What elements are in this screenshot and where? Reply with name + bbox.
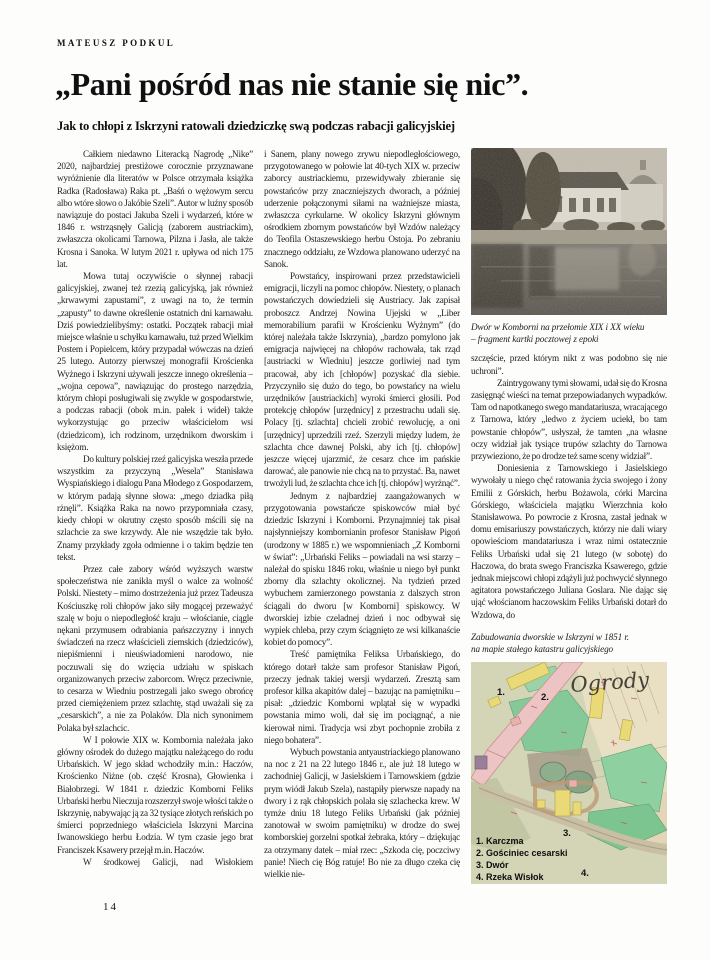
paragraph: Wybuch powstania antyaustriackiego planowano na noc z 21 na 22 lutego 1846 r., ale już 18 lutego w zachodniej Galicji, w Jasielskiem i Tarnowskiem (gdzie prym wiódł Jakub Szela), nastąpiły pierwsze napady na dwory i z rąk chłopskich polała się szlachecka krew. W tymże dniu 18 lutego Feliks Urbański (jak później zanotował w swoim pamiętniku) w drodze do swej komborskiej gorzelni spotkał żebraka, który – dziękując za otrzymany datek – miał rzec: „Szkoda cię, poczciwy panie! Niech cię Bóg ratuje! Bo nie za długo czeka cię wielkie nie- <box>264 746 460 879</box>
map-caption <box>471 631 667 655</box>
map-marker-1: 1. <box>497 687 505 699</box>
page-number: 14 <box>103 901 118 913</box>
photo-caption <box>471 321 667 345</box>
map-legend-item-2: 2. Gościniec cesarski <box>476 848 568 859</box>
map-legend-item-4: 4. Rzeka Wisłok <box>476 872 544 883</box>
article-body <box>57 148 668 895</box>
cadastral-map-image <box>471 662 667 884</box>
map-marker-4: 4. <box>581 868 589 880</box>
map-marker-3: 3. <box>563 828 571 840</box>
manor-photo <box>471 148 667 315</box>
paragraph: Mowa tutaj oczywiście o słynnej rabacji galicyjskiej, zwanej też rzezią galicyjską, jak również „krwawymi zapustami”, z uwagi na to, że termin „zapusty” to dawne określenie ostatnich dni karnawału. Dziś powiedzielibyśmy: ostatki. Początek rabacji miał miejsce właśnie u schyłku karnawału, tuż przed Wielkim Postem i Popielcem, który przypadał wówczas na dzień 25 lutego. Autorzy pierwszej monografii Krościenka Wyżnego i Iskrzyni używali jeszcze innego określenia – „wojna cepowa”, nawiązując do prostego narzędzia, którym chłopi posługiwali się zwykle w gospodarstwie, a podczas rabacji (obok m.in. pałek i wideł) także wykorzystując go przeciw właścicielom wsi (dziedzicom), ich rodzinom, urzędnikom dworskim i księżom. <box>57 271 253 452</box>
paragraph: Doniesienia z Tarnowskiego i Jasielskiego wywołały u niego chęć ratowania życia swojego i żony Emilii z Górskich, herbu Bożawola, córki Marcina Górskiego, właściciela majątku Wierzchnia koło Stanisławowa. Po powrocie z Krosna, zastał jednak w domu emisariuszy powstańczych, którzy nie dali wiary opowieściom mandatariusza i wraz nimi ostatecznie Feliks Urbański udał się 21 lutego (w sobotę) do Haczowa, do brata swego Franciszka Ksawerego, gdzie jednak miejscowi chłopi zdążyli już pochwycić słynnego agitatora powstańczego Juliana Goslara. Nie dając się ująć włościanom haczowskim Feliks Urbański dotarł do Wzdowa, do <box>471 463 667 620</box>
paragraph: Jednym z najbardziej zaangażowanych w przygotowania powstańcze spiskowców miał być dziedzic Iskrzyni i Komborni. Przynajmniej tak pisał najsłynniejszy kombornianin profesor Stanisław Pigoń (urodzony w 1885 r.) we wspomnieniach „Z Komborni w świat”: „Urbański Feliks – powiadali na wsi starzy – należał do spisku 1846 roku, właśnie u niego był punkt zborny dla szlachty okolicznej. Na tydzień przed wybuchem zamierzonego powstania z dalszych stron ściągali do dworu [w Komborni] spiskowcy. W dworskiej izbie czeladnej dzień i noc odbywał się wypiek chleba, przy czym ściągnięto ze wsi kilkanaście kobiet do pomocy”. <box>264 490 460 648</box>
paragraph: Zaintrygowany tymi słowami, udał się do Krosna zasięgnąć wieści na temat przepowiadanych wypadków. Tam od napotkanego swego mandatariusza, wracającego z Tarnowa, który „ledwo z życiem uciekł, bo tam powstanie chłopów”, usłyszał, że tamten „na własne oczy widział jak tysiące trupów szlachty do Tarnowa przywieziono, że po drodze też same sceny widział”. <box>471 377 667 462</box>
map-legend-item-1: 1. Karczma <box>476 836 524 847</box>
paragraph-continuation: i Sanem, plany nowego zrywu niepodległościowego, przygotowanego w połowie lat 40-tych XIX w. przeciw zaborcy austriackiemu, przewidywały zbieranie się powstańców przy znaczniejszych dworach, a później uderzenie połączonymi siłami na ważniejsze miasta, zwłaszcza cyrkularne. W okolicy Iskrzyni głównym ośrodkiem zbornym powstańców był Wzdów należący do Teofila Ostaszewskiego herbu Ostoja. Po zebraniu znacznego oddziału, ze Wzdowa planowano uderzyć na Sanok. <box>264 149 460 269</box>
paragraph: W środkowej Galicji, nad Wisłokiem <box>83 856 253 867</box>
paragraph: Do kultury polskiej rzeź galicyjska weszła przede wszystkim za przyczyną „Wesela” Stanisława Wyspiańskiego i dialogu Pana Młodego z Gospodarzem, w którym padają słynne słowa: „mego dziadka piłą rżnęli”. Książka Raka na nowo przypomniała czasy, kiedy chłopi w okrutny często sposób mścili się na szlachcie za swe krzywdy. Ale nie wszędzie tak było. Znamy przykłady zgoła odmienne i o takim będzie ten tekst. <box>57 454 253 562</box>
paragraph-continuation: szczęście, przed którym nikt z was podobno się nie uchroni”. <box>471 353 667 376</box>
photo-caption-line2: – fragment kartki pocztowej z epoki <box>471 334 599 345</box>
column-3 <box>471 148 667 895</box>
paragraph: Treść pamiętnika Feliksa Urbańskiego, do którego dotarł także sam profesor Stanisław Pigoń, przeczy jednak takiej wersji wydarzeń. Zresztą sam profesor kilka akapitów dalej – bazując na pamiętniku – pisał: „dziedzic Komborni wplątał się w wypadki powstania mimo woli, dał się im pociągnąć, a nie kierował nimi. Tradycja wsi zbyt pochopnie zrobiła z niego bohatera”. <box>264 649 460 745</box>
map-marker-2: 2. <box>541 692 549 704</box>
map-legend-item-3: 3. Dwór <box>476 860 509 871</box>
photo-caption-line1: Dwór w Komborni na przełomie XIX i XX wieku <box>471 322 645 332</box>
paragraph: Przez całe zabory wśród wyższych warstw społeczeństwa nie zanikła myśl o walce za wolność Polski. Niestety – mimo dostrzeżenia już przez Tadeusza Kościuszkę roli chłopów jako siły mogącej przeważyć szalę w boju o niepodległość kraju – włościanie, ciągle nękani przymusem odrabiania pańszczyzny i innych świadczeń na rzecz właścicieli ziemskich (dziedziców), niepiśmienni i nieuświadomieni narodowo, nie poczuwali się do wzięcia udziału w spiskach organizowanych przeciw zaborcom. Wręcz przeciwnie, to cesarza w Wiedniu postrzegali jako swego obrońcę przed ciemiężeniem przez szlachtę, stąd uważali się za „cesarskich”, a nie za Polaków. Dla nich synonimem Polaka był szlachcic. <box>57 563 253 733</box>
paragraph: Powstańcy, inspirowani przez przedstawicieli emigracji, liczyli na pomoc chłopów. Niestety, o planach powstańczych dowiedzieli się Austriacy. Jak zapisał proboszcz Andrzej Nowina Ujejski w „Liber memorabilium parafii w Krościenku Wyżnym” (do której należała także Iskrzynia), „bardzo pomylono jak emigracja najwięcej na chłopów rachowała, tak rząd [austriacki w Wiedniu] jeszcze gorliwiej nad tym pracował, aby ich [chłopów] pozyskać dla siebie. Przyczyniło się dużo do tego, bo powstańcy na wielu urzędników [austriackich] wyroki śmierci głosili. Pod protekcję chłopów [urzędnicy] z przestrachu udali się. Polacy [tj. szlachta] chcieli zrobić rewolucję, a oni [urzędnicy] uprzedzili rzeź. Szerzyli między ludem, że szlachta chce dawnej Polski, aby ich [tj. chłopów] jeszcze więcej ujarzmić, że cesarz chce im pańskie darować, ale panowie nie chcą na to przystać. Ba, nawet trwożyli lud, że szlachta chce ich [tj. chłopów] wyrżnąć”. <box>264 271 460 489</box>
author-byline: MATEUSZ PODKUL <box>57 38 176 48</box>
column-1 <box>57 148 253 895</box>
manor-photo-figure <box>471 148 667 345</box>
map-caption-line1: Zabudowania dworskie w Iskrzyni w 1851 r. <box>471 631 629 642</box>
article-subtitle: Jak to chłopi z Iskrzyni ratowali dziedziczkę swą podczas rabacji galicyjskiej <box>57 119 455 133</box>
column-3-text <box>471 352 667 620</box>
map-caption-line2: na mapie stałego katastru galicyjskiego <box>471 644 614 655</box>
column-2 <box>264 148 460 895</box>
manor-photo-image <box>471 148 667 315</box>
map-label-ogrody: Ogrody <box>569 667 650 698</box>
paragraph: W I połowie XIX w. Kombornia należała jako główny ośrodek do dużego majątku należącego do rodu Urbańskich. W jego skład wchodziły m.in.: Haczów, Krościenko Niżne (ob. część Krosna), Głowienka i Białobrzegi. W 1841 r. dziedzic Komborni Feliks Urbański herbu Nieczuja rozszerzył swoje włości także o Iskrzynię, nabywając ją za 32 tysiące złotych reńskich po śmierci poprzedniego właściciela Iskrzyni Marcina Iwanowskiego herbu Łodzia. W tym czasie jego brat Franciszek Ksawery przejął m.in. Haczów. <box>57 734 253 855</box>
cadastral-map <box>471 662 667 884</box>
paragraph: Całkiem niedawno Literacką Nagrodę „Nike” 2020, najbardziej prestiżowe corocznie przyznawane wyróżnienie dla literatów w Polsce otrzymała książka Radka (Radosława) Raka pt. „Baśń o wężowym sercu albo wtóre słowo o Jakóbie Szeli”. Autor w luźny sposób nawiązuje do postaci Jakuba Szeli i wydarzeń, które w 1846 r. wstrząsnęły Galicją (zaborem austriackim), zwłaszcza okolicami Tarnowa, Pilzna i Jasła, ale także Krosna i Sanoka. W lutym 2021 r. upływa od nich 175 lat. <box>57 149 253 269</box>
article-title: „Pani pośród nas nie stanie się nic”. <box>55 66 529 102</box>
